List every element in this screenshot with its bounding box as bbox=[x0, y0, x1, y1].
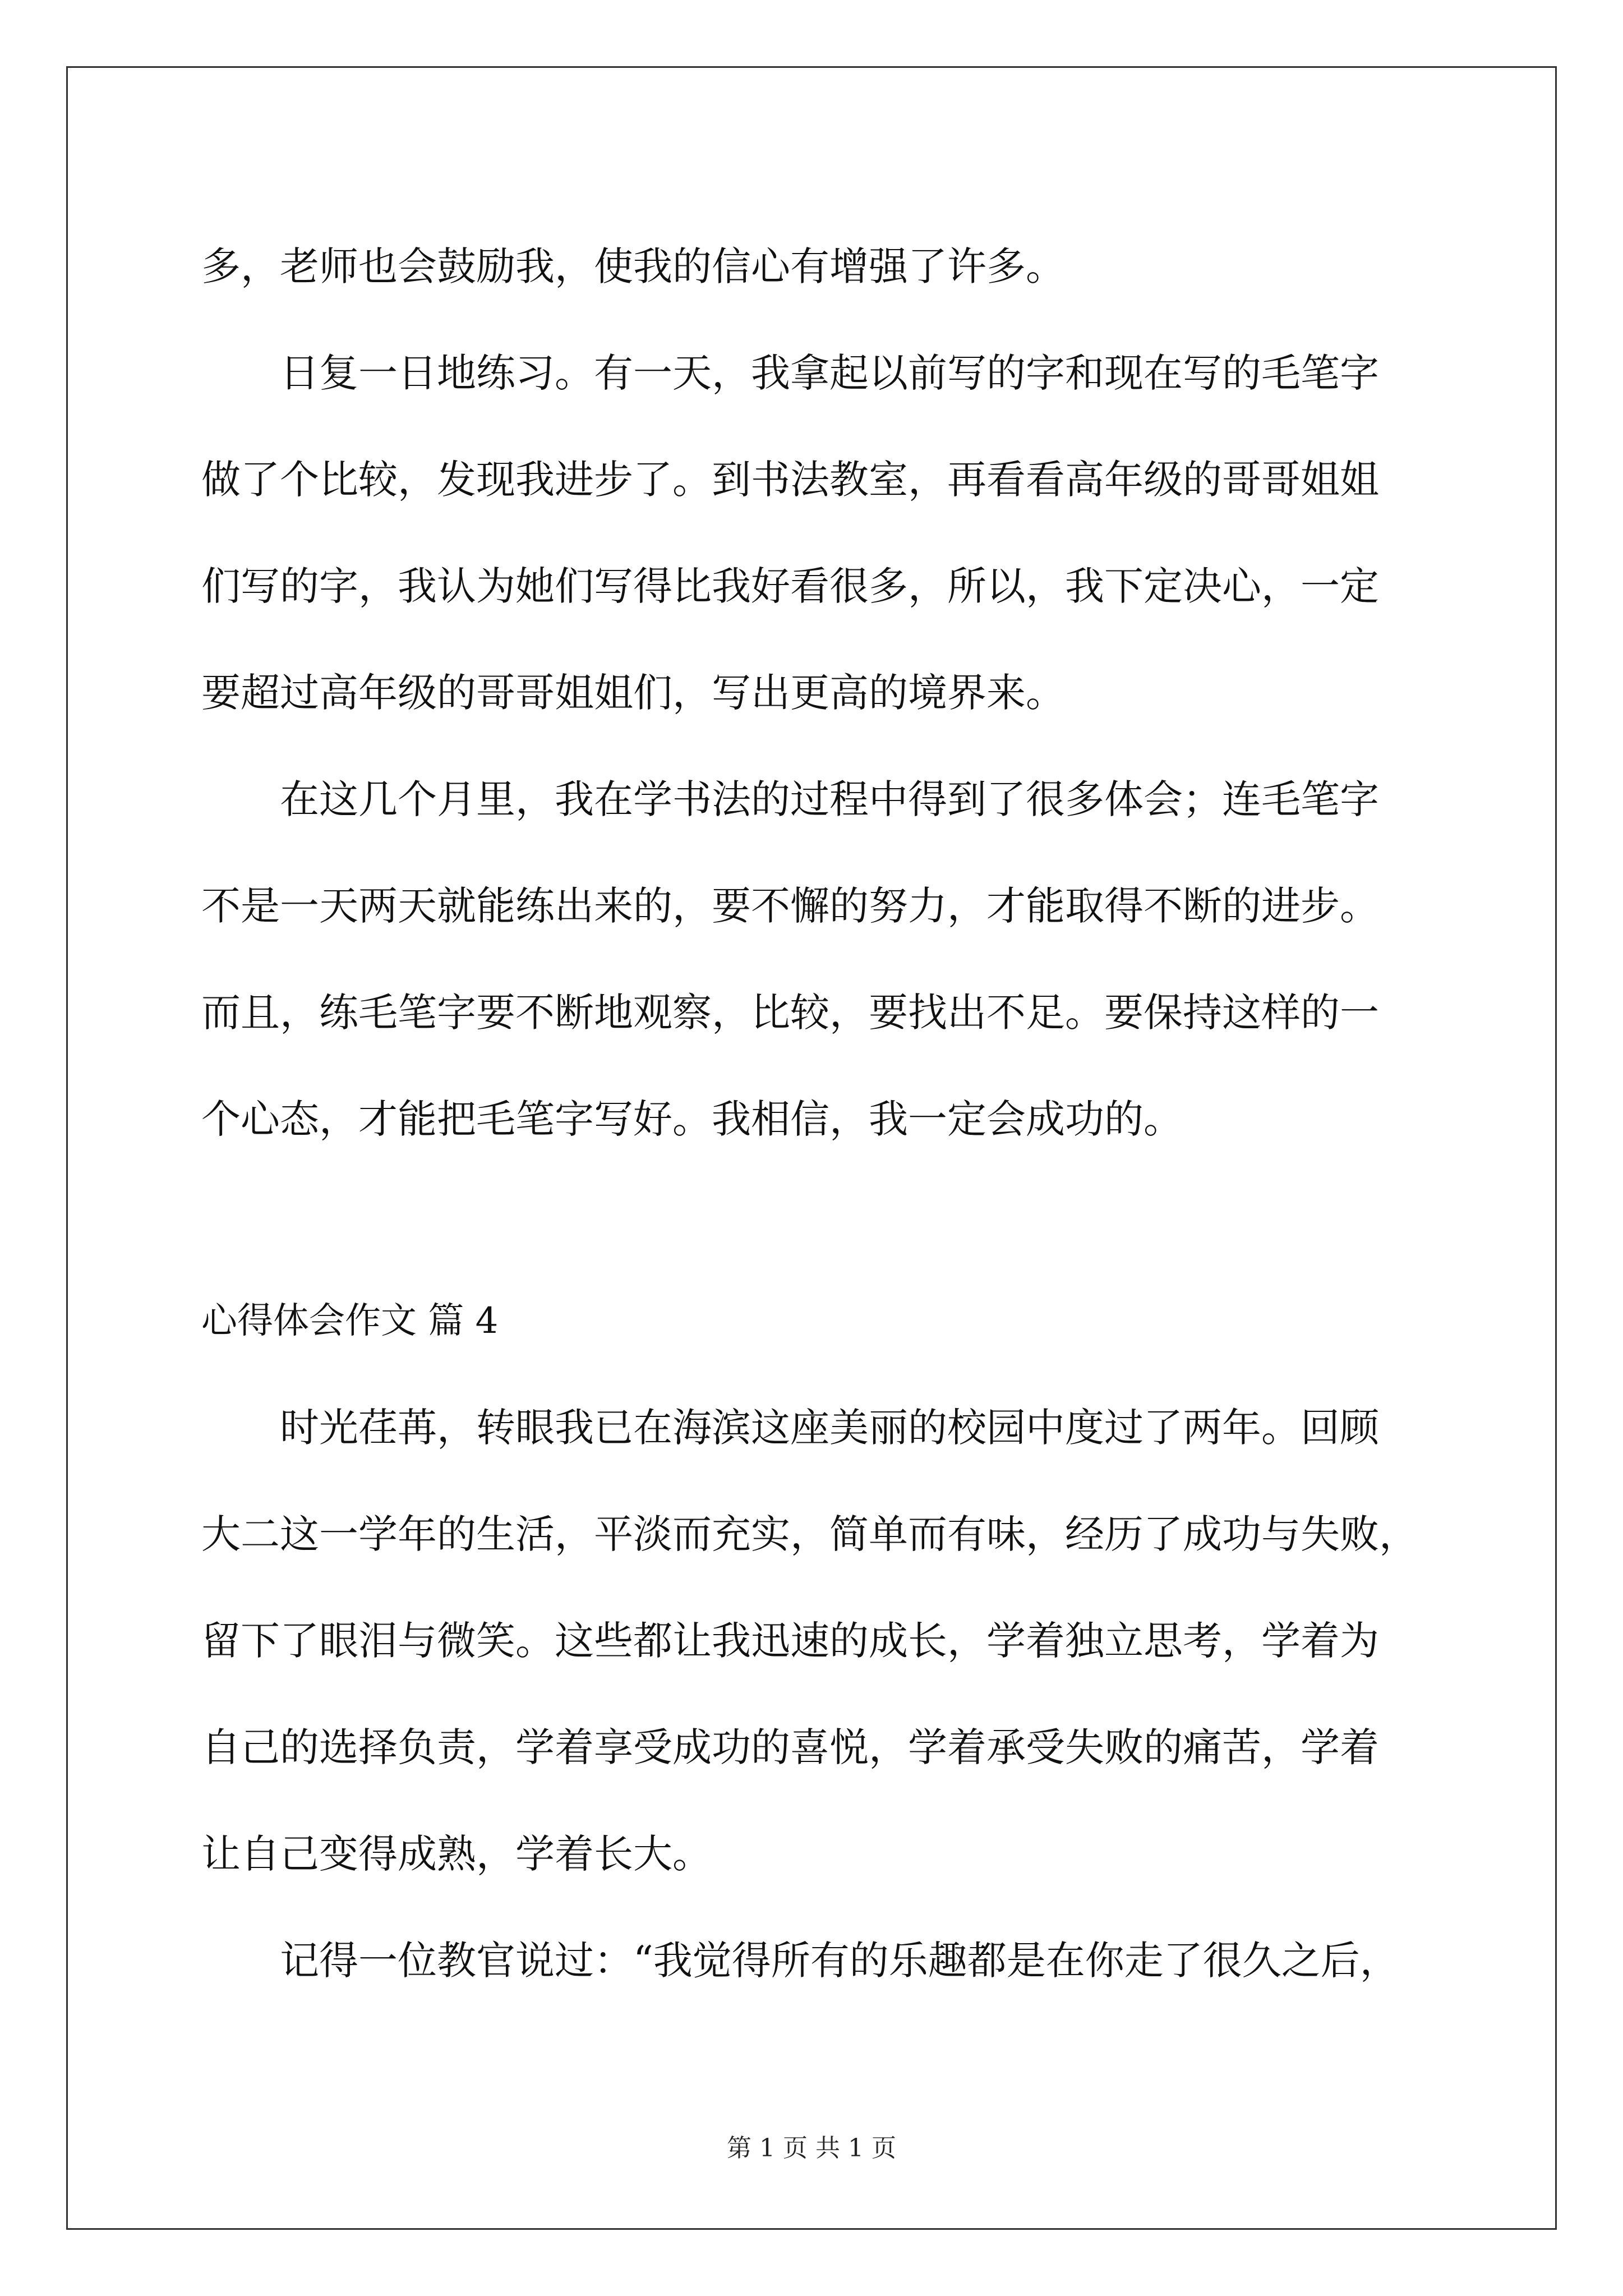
paragraph-line: 们写的字，我认为她们写得比我好看很多，所以，我下定决心，一定 bbox=[201, 563, 1379, 609]
section-heading: 心得体会作文 篇 4 bbox=[201, 1300, 499, 1342]
paragraph-line: 时光荏苒，转眼我已在海滨这座美丽的校园中度过了两年。回顾 bbox=[280, 1405, 1379, 1451]
paragraph-line: 大二这一学年的生活，平淡而充实，简单而有味，经历了成功与失败， bbox=[201, 1511, 1418, 1557]
paragraph-line: 自己的选择负责，学着享受成功的喜悦，学着承受失败的痛苦，学着 bbox=[201, 1724, 1379, 1770]
paragraph-line: 留下了眼泪与微笑。这些都让我迅速的成长，学着独立思考，学着为 bbox=[201, 1618, 1379, 1664]
paragraph-line: 个心态，才能把毛笔字写好。我相信，我一定会成功的。 bbox=[201, 1096, 1183, 1142]
paragraph-line: 日复一日地练习。有一天，我拿起以前写的字和现在写的毛笔字 bbox=[280, 350, 1379, 396]
page-footer: 第 1 页 共 1 页 bbox=[727, 2134, 896, 2162]
paragraph-line: 在这几个月里，我在学书法的过程中得到了很多体会；连毛笔字 bbox=[280, 776, 1379, 822]
paragraphs-bottom bbox=[201, 1374, 1463, 2014]
paragraph-line: 不是一天两天就能练出来的，要不懈的努力，才能取得不断的进步。 bbox=[201, 883, 1379, 929]
paragraph-line: 做了个比较，发现我进步了。到书法教室，再看看高年级的哥哥姐姐 bbox=[201, 457, 1379, 503]
paragraph-line: 要超过高年级的哥哥姐姐们，写出更高的境界来。 bbox=[201, 670, 1065, 716]
paragraph-line: 而且，练毛笔字要不断地观察，比较，要找出不足。要保持这样的一 bbox=[201, 990, 1379, 1036]
paragraph-line: 让自己变得成熟，学着长大。 bbox=[201, 1831, 712, 1877]
paragraph-line: 多，老师也会鼓励我，使我的信心有增强了许多。 bbox=[201, 243, 1065, 289]
paragraphs-top bbox=[201, 213, 1463, 1172]
document-body bbox=[201, 213, 1463, 2014]
paragraph-line: 记得一位教官说过：“我觉得所有的乐趣都是在你走了很久之后， bbox=[280, 1938, 1399, 1984]
